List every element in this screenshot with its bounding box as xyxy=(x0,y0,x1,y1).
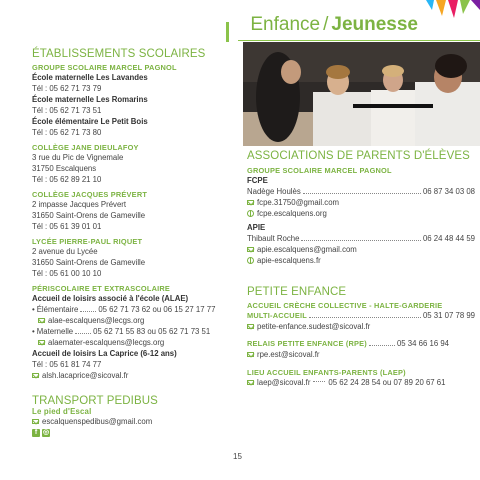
alae-maternelle-label: • Maternelle xyxy=(36,327,74,336)
header-accent-bar xyxy=(226,22,229,42)
alsh-title: Accueil de loisirs La Caprice (6-12 ans) xyxy=(32,349,177,358)
alae-email1-row xyxy=(32,315,232,326)
alae-elementaire-row xyxy=(32,304,232,315)
rpe-email-row xyxy=(247,349,475,360)
laep-row xyxy=(247,377,475,388)
ecole2-name: École maternelle Les Romarins xyxy=(32,95,148,104)
college1-addr2: 31750 Escalquens xyxy=(32,164,97,173)
ecole3-name: École élémentaire Le Petit Bois xyxy=(32,117,148,126)
facebook-icon[interactable]: f xyxy=(32,429,40,437)
apie-label: APIE xyxy=(247,223,266,232)
creche-tel: 05 31 07 78 99 xyxy=(422,311,475,320)
subtitle-college2: COLLÈGE JACQUES PRÉVERT xyxy=(32,190,148,199)
alae-maternelle-tel: 05 62 71 55 83 ou 05 62 71 73 51 xyxy=(93,327,211,336)
mail-icon xyxy=(247,200,254,205)
header-title-part2: Jeunesse xyxy=(331,14,418,35)
fcpe-contact: Nadège Houlès xyxy=(247,187,301,196)
ecole2-tel: Tél : 05 62 71 73 51 xyxy=(32,106,102,115)
alae-email2-row xyxy=(32,337,232,348)
decorative-shapes xyxy=(418,0,480,30)
mail-icon xyxy=(38,340,45,345)
fcpe-contact-row xyxy=(247,186,475,197)
subtitle-college1: COLLÈGE JANE DIEULAFOY xyxy=(32,143,139,152)
alae-title: Accueil de loisirs associé à l'école (ALAE) xyxy=(32,294,189,303)
alsh-tel: Tél : 05 61 81 74 77 xyxy=(32,360,102,369)
page-number: 15 xyxy=(233,452,242,461)
creche-row xyxy=(247,310,475,321)
alsh-email[interactable]: alsh.lacaprice@sicoval.fr xyxy=(42,371,129,380)
college2-tel: Tél : 05 61 39 01 01 xyxy=(32,222,102,231)
apie-web-row xyxy=(247,255,475,266)
section-title-etablissements: ÉTABLISSEMENTS SCOLAIRES xyxy=(32,48,206,60)
creche-title-line1: ACCUEIL CRÈCHE COLLECTIVE - HALTE-GARDERIE xyxy=(247,301,443,310)
mail-icon xyxy=(247,324,254,329)
rpe-title: RELAIS PETITE ENFANCE (RPE) xyxy=(247,339,367,348)
left-column xyxy=(32,48,232,437)
globe-icon xyxy=(247,210,254,217)
laep-title: LIEU ACCUEIL ENFANTS-PARENTS (LAEP) xyxy=(247,368,406,377)
fcpe-web[interactable]: fcpe.escalquens.org xyxy=(257,209,327,218)
apie-web[interactable]: apie-escalquens.fr xyxy=(257,256,321,265)
subtitle-gsmp-right: GROUPE SCOLAIRE MARCEL PAGNOL xyxy=(247,166,392,175)
alae-email2[interactable]: alaemater-escalquens@lecgs.org xyxy=(48,338,165,347)
page-header xyxy=(248,14,418,36)
alae-elementaire-label: • Élémentaire xyxy=(36,305,79,314)
mail-icon xyxy=(247,380,254,385)
fcpe-email-row xyxy=(247,197,475,208)
section-title-pedibus: TRANSPORT PEDIBUS xyxy=(32,395,158,407)
section-title-petite-enfance: PETITE ENFANCE xyxy=(247,286,347,298)
subtitle-periscolaire: PÉRISCOLAIRE ET EXTRASCOLAIRE xyxy=(32,284,171,293)
subtitle-gsmp: GROUPE SCOLAIRE MARCEL PAGNOL xyxy=(32,63,177,72)
right-column xyxy=(247,150,475,388)
apie-email-row xyxy=(247,244,475,255)
social-icons xyxy=(32,429,232,437)
apie-contact-row xyxy=(247,233,475,244)
fcpe-tel: 06 87 34 03 08 xyxy=(422,187,475,196)
college1-tel: Tél : 05 62 89 21 10 xyxy=(32,175,102,184)
rpe-tel: 05 34 66 16 94 xyxy=(396,339,449,348)
rpe-row xyxy=(247,338,475,349)
lycee-tel: Tél : 05 61 00 10 10 xyxy=(32,269,102,278)
alae-elementaire-tel: 05 62 71 73 62 ou 06 15 27 17 77 xyxy=(98,305,216,314)
header-separator: / xyxy=(323,14,329,35)
fcpe-email[interactable]: fcpe.31750@gmail.com xyxy=(257,198,340,207)
header-rule xyxy=(238,40,480,41)
alae-maternelle-row xyxy=(32,326,232,337)
laep-tel: 05 62 24 28 54 ou 07 89 20 67 61 xyxy=(328,378,446,387)
creche-email-row xyxy=(247,321,475,332)
creche-email[interactable]: petite-enfance.sudest@sicoval.fr xyxy=(257,322,371,331)
alae-email1[interactable]: alae-escalquens@lecgs.org xyxy=(48,316,145,325)
rpe-email[interactable]: rpe.est@sicoval.fr xyxy=(257,350,320,359)
college2-addr2: 31650 Saint-Orens de Gameville xyxy=(32,211,146,220)
globe-icon xyxy=(247,257,254,264)
lycee-addr2: 31650 Saint-Orens de Gameville xyxy=(32,258,146,267)
college1-addr1: 3 rue du Pic de Vignemale xyxy=(32,153,124,162)
apie-tel: 06 24 48 44 59 xyxy=(422,234,475,243)
alsh-email-row xyxy=(32,370,232,381)
ecole1-name: École maternelle Les Lavandes xyxy=(32,73,148,82)
subtitle-lycee: LYCÉE PIERRE-PAUL RIQUET xyxy=(32,237,143,246)
mail-icon xyxy=(38,318,45,323)
photo-children-judo xyxy=(243,42,480,146)
header-title-part1: Enfance xyxy=(250,14,321,35)
ecole1-tel: Tél : 05 62 71 73 79 xyxy=(32,84,102,93)
laep-email[interactable]: laep@sicoval.fr xyxy=(257,378,311,387)
creche-title-line2: MULTI-ACCUEIL xyxy=(247,311,307,320)
mail-icon xyxy=(32,419,39,424)
fcpe-web-row xyxy=(247,208,475,219)
pedibus-email-row xyxy=(32,416,232,427)
instagram-icon[interactable]: ◎ xyxy=(42,429,50,436)
section-title-associations: ASSOCIATIONS DE PARENTS D'ÉLÈVES xyxy=(247,150,470,162)
mail-icon xyxy=(32,373,39,378)
apie-email[interactable]: apie.escalquens@gmail.com xyxy=(257,245,357,254)
mail-icon xyxy=(247,352,254,357)
fcpe-label: FCPE xyxy=(247,176,268,185)
college2-addr1: 2 impasse Jacques Prévert xyxy=(32,200,127,209)
apie-contact: Thibault Roche xyxy=(247,234,300,243)
pedibus-email[interactable]: escalquenspedibus@gmail.com xyxy=(42,417,153,426)
lycee-addr1: 2 avenue du Lycée xyxy=(32,247,98,256)
ecole3-tel: Tél : 05 62 71 73 80 xyxy=(32,128,102,137)
pedibus-subtitle: Le pied d'Escal xyxy=(32,407,92,416)
mail-icon xyxy=(247,247,254,252)
